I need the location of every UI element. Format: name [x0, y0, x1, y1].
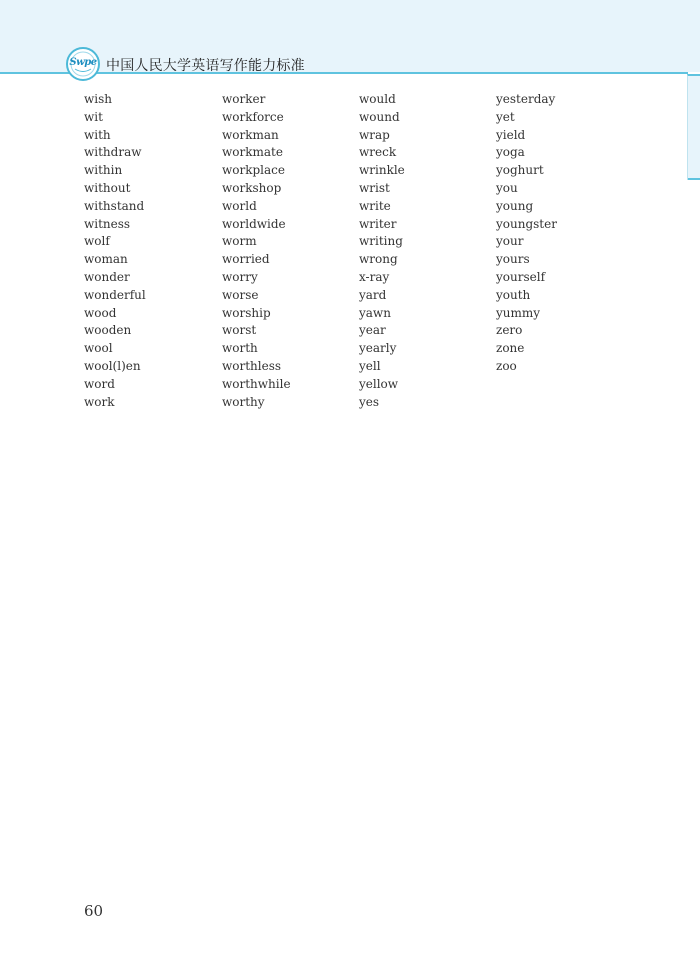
- page-header-title: 中国人民大学英语写作能力标准: [106, 58, 305, 74]
- side-tab-edge: [688, 178, 700, 180]
- word-entry: year: [359, 323, 386, 338]
- word-entry: worried: [222, 252, 270, 267]
- word-entry: world: [222, 198, 257, 213]
- word-entry: workmate: [222, 145, 283, 160]
- logo-text: Swpe: [69, 57, 97, 68]
- word-entry: workforce: [222, 109, 284, 124]
- word-entry: you: [496, 180, 518, 195]
- word-entry: yoga: [496, 145, 525, 160]
- word-entry: yell: [359, 358, 381, 373]
- word-column-2: [222, 91, 291, 411]
- word-entry: yet: [496, 109, 515, 124]
- word-entry: wrist: [359, 180, 390, 195]
- word-entry: wound: [359, 109, 400, 124]
- word-entry: wool(l)en: [84, 358, 141, 373]
- word-entry: withdraw: [84, 145, 142, 160]
- word-entry: woman: [84, 252, 128, 267]
- word-entry: yes: [359, 394, 380, 409]
- word-entry: wood: [84, 305, 117, 320]
- word-entry: writing: [359, 234, 403, 249]
- side-tab: [687, 74, 700, 180]
- swpe-logo-icon: [66, 47, 100, 81]
- word-entry: worship: [222, 305, 271, 320]
- word-entry: yawn: [359, 305, 391, 320]
- word-entry: workplace: [222, 163, 285, 178]
- word-entry: worse: [222, 287, 259, 302]
- word-column-4: [496, 91, 557, 376]
- word-entry: youth: [496, 287, 531, 302]
- word-entry: x-ray: [359, 269, 390, 284]
- word-entry: yummy: [496, 305, 541, 320]
- word-column-3: [359, 91, 405, 411]
- word-entry: worst: [222, 323, 257, 338]
- header-band: [0, 0, 700, 72]
- word-entry: wish: [84, 92, 112, 106]
- word-entry: writer: [359, 216, 397, 231]
- word-entry: young: [496, 198, 534, 213]
- word-entry: worker: [222, 92, 266, 106]
- word-entry: wit: [84, 109, 103, 124]
- word-entry: wreck: [359, 145, 397, 160]
- word-entry: zoo: [496, 358, 517, 373]
- word-entry: worthless: [222, 358, 282, 373]
- word-entry: yard: [359, 287, 387, 302]
- word-entry: wool: [84, 341, 113, 356]
- word-entry: without: [84, 180, 131, 195]
- word-entry: zone: [496, 341, 525, 356]
- word-entry: worthwhile: [222, 376, 291, 391]
- word-entry: within: [84, 163, 123, 178]
- word-entry: zero: [496, 323, 523, 338]
- word-entry: yoghurt: [496, 163, 544, 178]
- word-entry: worry: [222, 269, 258, 284]
- word-entry: wrap: [359, 127, 390, 142]
- word-entry: would: [359, 92, 396, 106]
- word-entry: workshop: [222, 180, 282, 195]
- word-entry: write: [359, 198, 391, 213]
- header-rule: [0, 72, 688, 74]
- word-entry: with: [84, 127, 111, 142]
- word-entry: youngster: [496, 216, 557, 231]
- word-entry: worm: [222, 234, 257, 249]
- word-entry: wooden: [84, 323, 132, 338]
- word-entry: yearly: [359, 341, 397, 356]
- word-entry: work: [84, 394, 115, 409]
- word-entry: wrong: [359, 252, 398, 267]
- word-entry: wonderful: [84, 287, 146, 302]
- word-entry: wonder: [84, 269, 130, 284]
- word-entry: worth: [222, 341, 258, 356]
- word-entry: word: [84, 376, 115, 391]
- word-entry: yellow: [359, 376, 399, 391]
- word-entry: witness: [84, 216, 131, 231]
- word-entry: yield: [496, 127, 526, 142]
- word-entry: withstand: [84, 198, 145, 213]
- word-entry: yourself: [496, 269, 546, 284]
- word-column-1: [84, 91, 146, 411]
- word-entry: worthy: [222, 394, 265, 409]
- word-entry: your: [496, 234, 524, 249]
- word-entry: yours: [496, 252, 530, 267]
- word-entry: wolf: [84, 234, 110, 249]
- word-entry: worldwide: [222, 216, 286, 231]
- page-number: 60: [84, 902, 104, 920]
- word-entry: workman: [222, 127, 279, 142]
- word-entry: yesterday: [496, 92, 556, 106]
- word-entry: wrinkle: [359, 163, 405, 178]
